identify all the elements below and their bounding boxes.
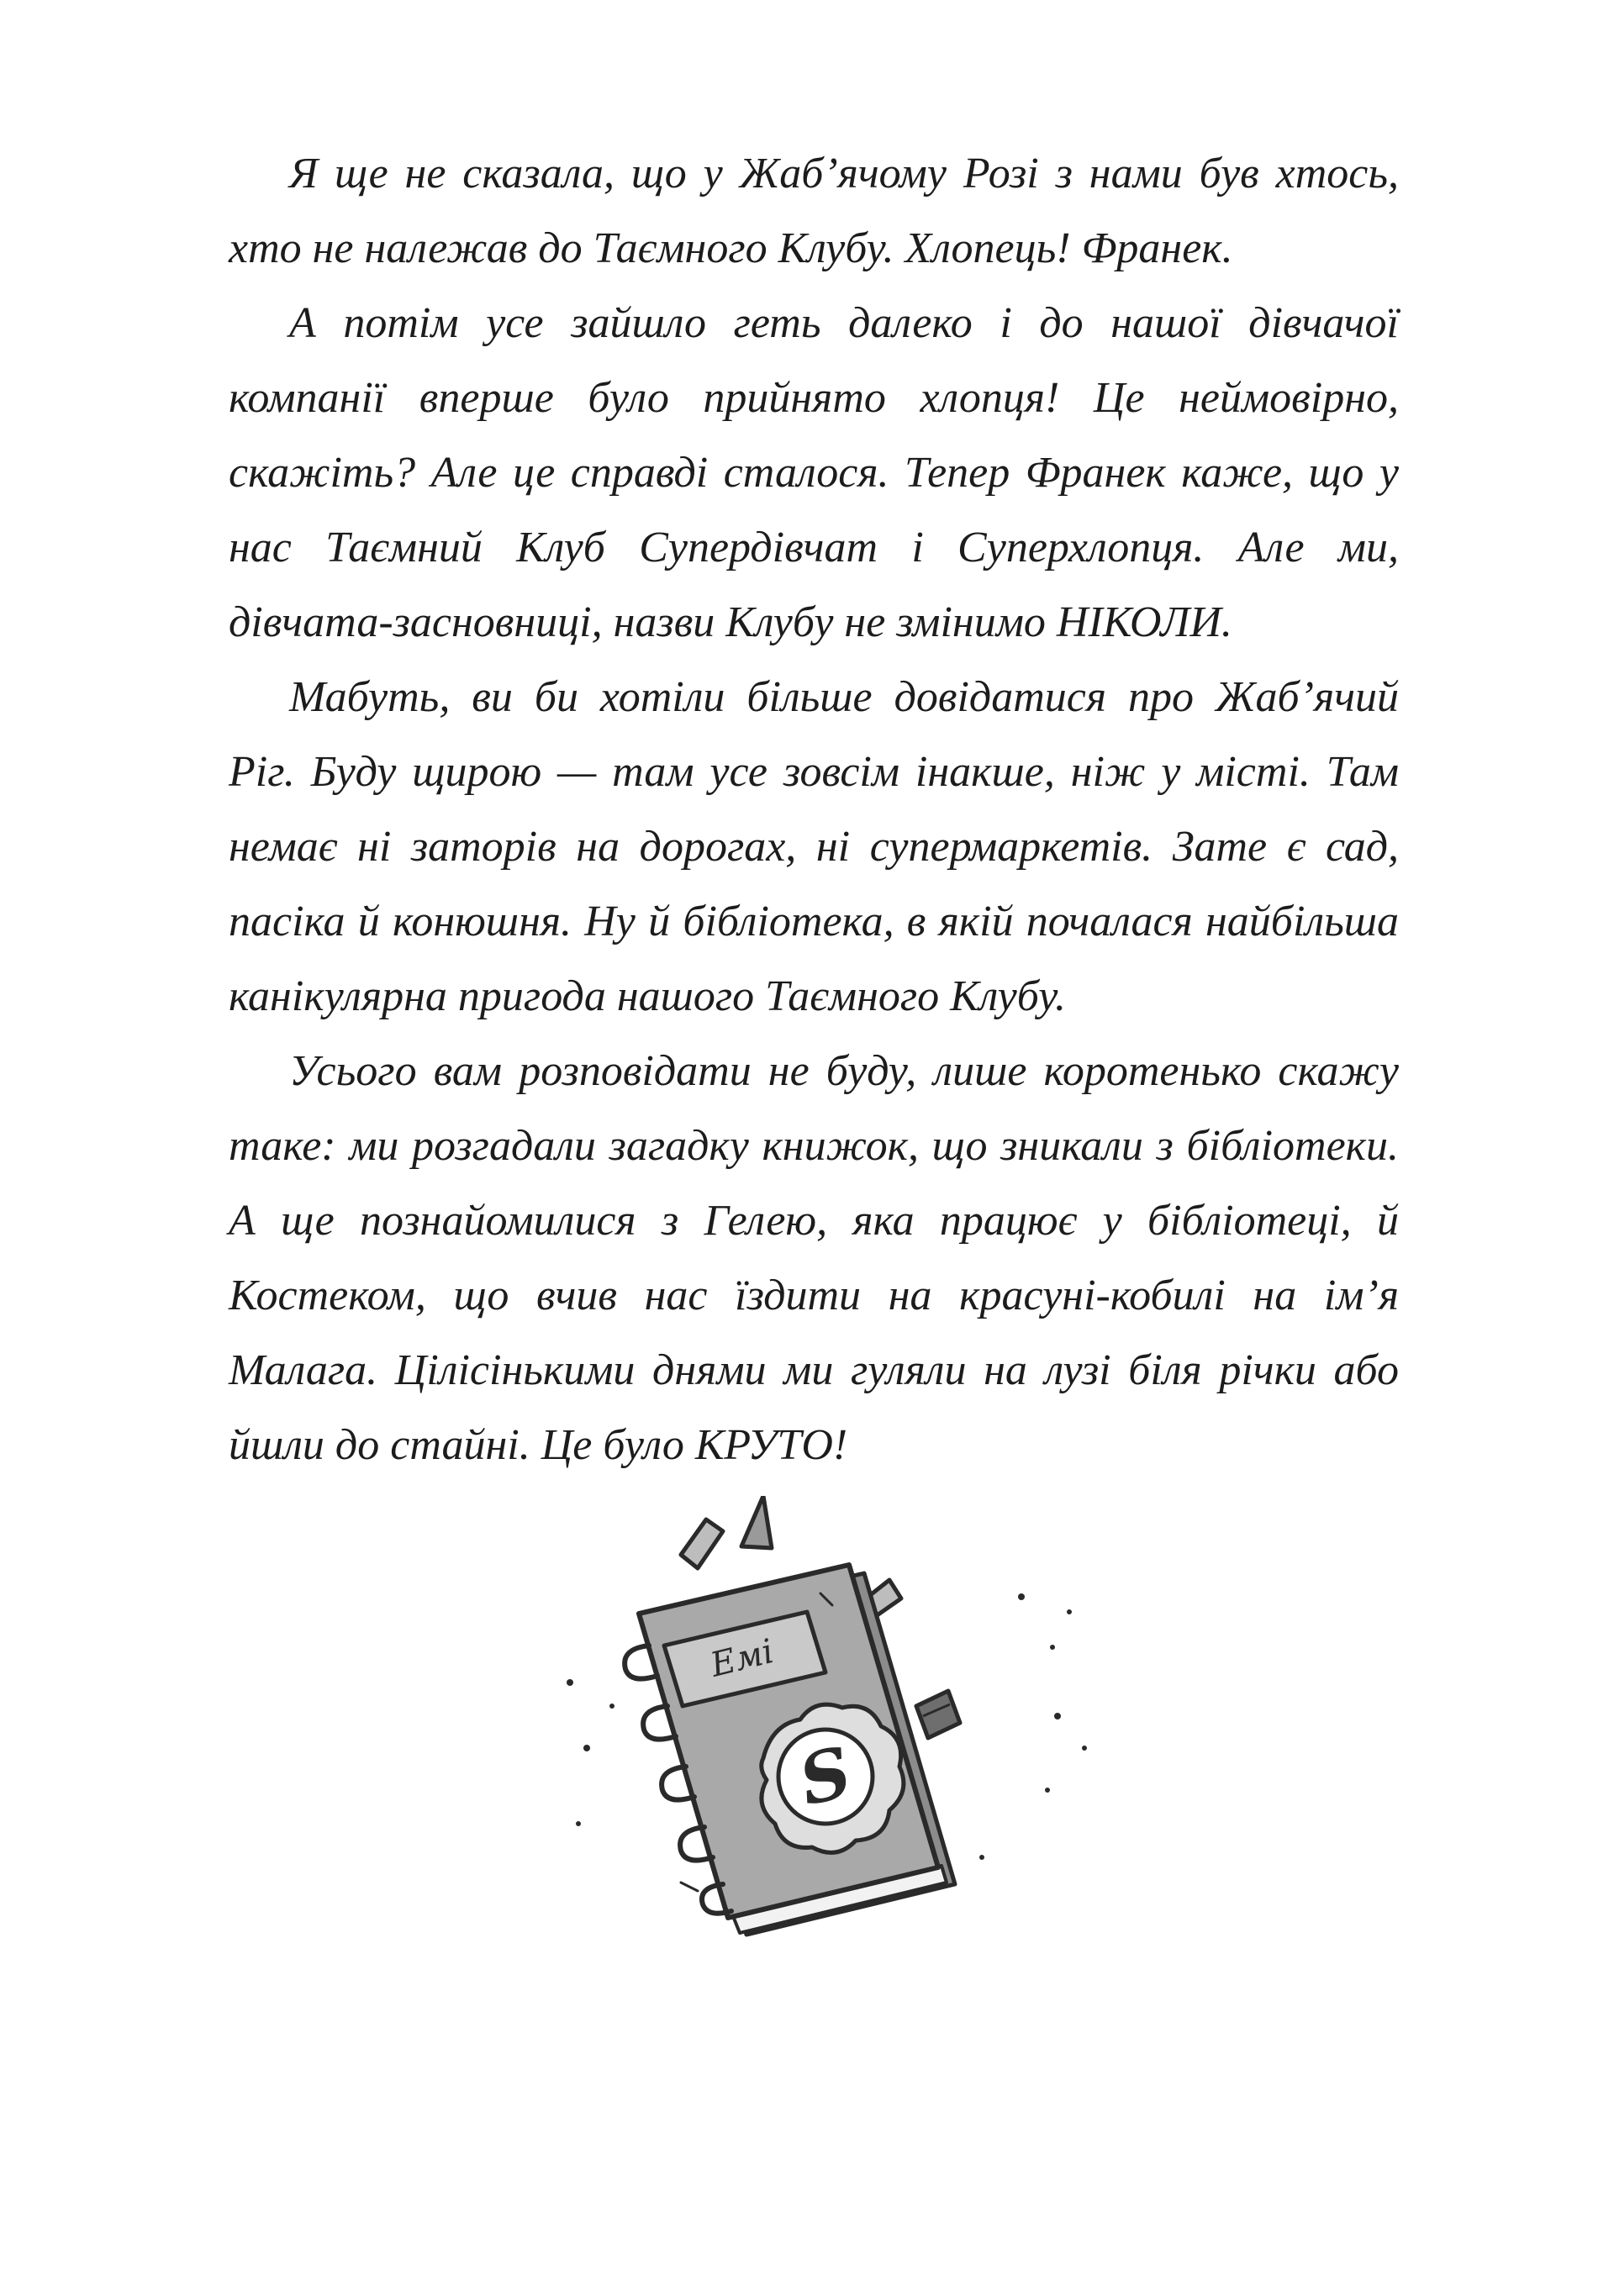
emblem-letter: S — [791, 1731, 860, 1822]
notebook-drawing — [555, 1496, 1110, 1967]
cover-name-text: Емі — [706, 1631, 778, 1685]
paragraph-4: Усього вам розповідати не буду, лише коротенько скажу таке: ми розгадали загадку книжок, що зникали з бібліотеки. А ще познайомилися з Гелею, яка працює у бібліотеці, й Костеком, що вчив нас їздити на красуні-кобилі на ім’я Малага. Цілісінькими днями ми гуляли на лузі біля річки або йшли до стайні. Це було КРУТО! — [229, 1047, 1399, 1469]
notebook-illustration — [555, 1496, 1110, 1967]
paragraph-1: Я ще не сказала, що у Жаб’ячому Розі з нами був хтось, хто не належав до Таємного Клубу. Хлопець! Франек. — [229, 150, 1399, 272]
clasp-icon — [916, 1691, 960, 1738]
story-text — [229, 136, 1399, 1482]
emblem-icon — [762, 1704, 904, 1852]
paragraph-3: Мабуть, ви би хотіли більше довідатися про Жаб’ячий Ріг. Буду щирою — там усе зовсім інакше, ніж у місті. Там немає ні заторів на дорогах, ні супермаркетів. Зате є сад, пасіка й конюшня. Ну й бібліотека, в якій почалася найбільша канікулярна пригода нашого Таємного Клубу. — [229, 673, 1399, 1020]
paragraph-2: А потім усе зайшло геть далеко і до нашої дівчачої компанії вперше було прийнято хлопця! Це неймовірно, скажіть? Але це справді сталося. Тепер Франек каже, що у нас Таємний Клуб Супердівчат і Суперхлопця. Але ми, дівчата-засновниці, назви Клубу не змінимо НІКОЛИ. — [229, 299, 1399, 646]
